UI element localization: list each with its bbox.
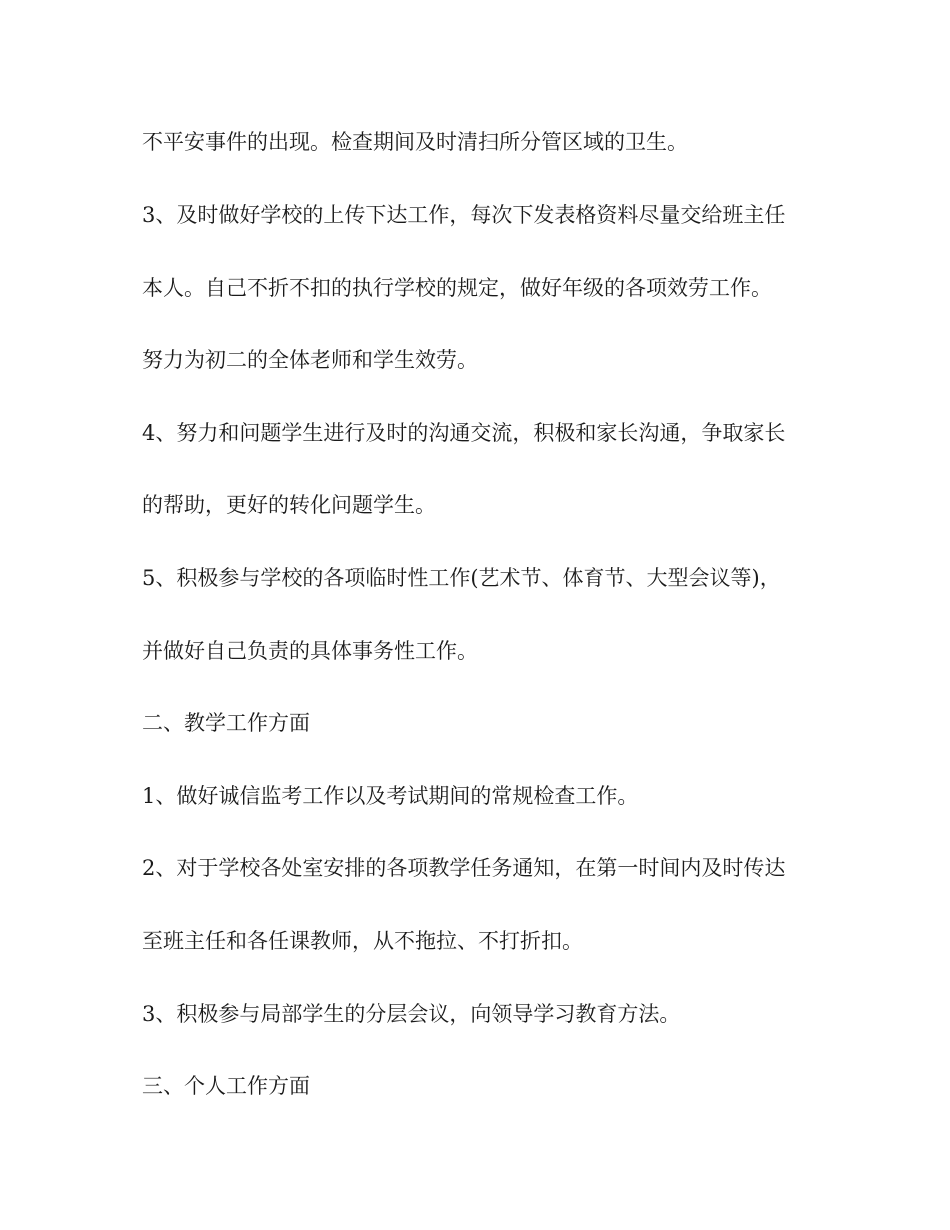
paragraph-line: 并做好自己负责的具体事务性工作。 [142, 639, 478, 663]
paragraph-line: 本人。自己不折不扣的执行学校的规定，做好年级的各项效劳工作。 [142, 276, 772, 300]
paragraph-line: 的帮助，更好的转化问题学生。 [142, 493, 436, 517]
section-heading: 二、教学工作方面 [142, 711, 310, 735]
paragraph-line: 1、做好诚信监考工作以及考试期间的常规检查工作。 [142, 784, 639, 808]
paragraph-line: 至班主任和各任课教师，从不拖拉、不打折扣。 [142, 929, 583, 953]
paragraph-line: 3、积极参与局部学生的分层会议，向领导学习教育方法。 [142, 1002, 681, 1026]
paragraph-line: 5、积极参与学校的各项临时性工作(艺术节、体育节、大型会议等)， [142, 566, 781, 590]
paragraph-line: 3、及时做好学校的上传下达工作，每次下发表格资料尽量交给班主任 [142, 203, 786, 227]
paragraph-line: 4、努力和问题学生进行及时的沟通交流，积极和家长沟通，争取家长 [142, 421, 786, 445]
section-heading: 三、个人工作方面 [142, 1074, 310, 1098]
paragraph-line: 不平安事件的出现。检查期间及时清扫所分管区域的卫生。 [142, 130, 688, 154]
paragraph-line: 2、对于学校各处室安排的各项教学任务通知，在第一时间内及时传达 [142, 856, 786, 880]
paragraph-line: 努力为初二的全体老师和学生效劳。 [142, 348, 478, 372]
